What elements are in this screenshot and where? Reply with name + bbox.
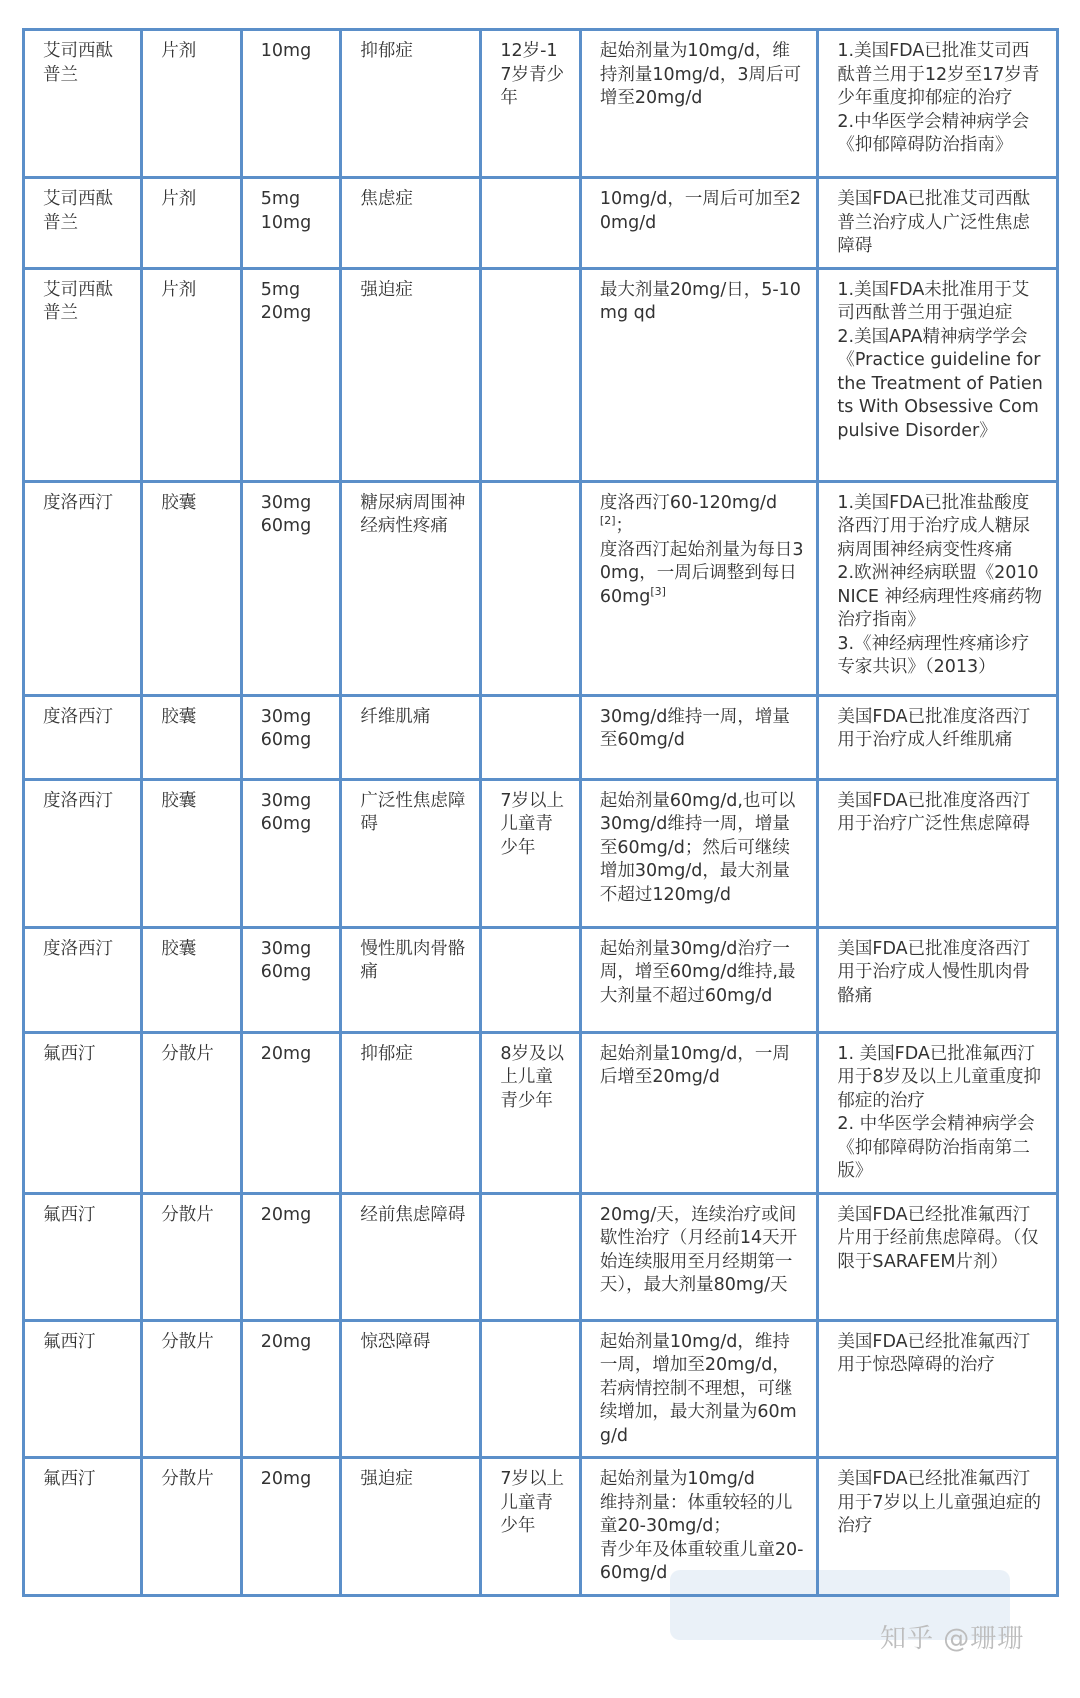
dose-text: 度洛西汀60-120mg/d [599, 492, 778, 513]
cell-age [481, 1320, 581, 1458]
cell-dose: 最大剂量20mg/日，5-10mg qd [580, 268, 817, 481]
cell-form: 胶囊 [142, 779, 242, 927]
cell-strength: 30mg 60mg [241, 927, 341, 1032]
cell-form: 分散片 [142, 1032, 242, 1193]
cell-strength: 30mg 60mg [241, 779, 341, 927]
cell-form: 胶囊 [142, 927, 242, 1032]
cell-dose: 起始剂量30mg/d治疗一周，增至60mg/d维持,最大剂量不超过60mg/d [580, 927, 817, 1032]
cell-dose: 起始剂量为10mg/d 维持剂量：体重较轻的儿童20-30mg/d； 青少年及体重较重儿童20-60mg/d [580, 1458, 817, 1596]
cell-form: 片剂 [142, 268, 242, 481]
cell-form: 胶囊 [142, 481, 242, 695]
cell-age [481, 1193, 581, 1320]
watermark-text: 知乎 @珊珊 [880, 1624, 1025, 1654]
cell-drug: 氟西汀 [24, 1320, 142, 1458]
cell-form: 分散片 [142, 1458, 242, 1596]
cell-strength: 10mg [241, 30, 341, 178]
cell-form: 片剂 [142, 178, 242, 269]
cell-drug: 艾司西酞普兰 [24, 30, 142, 178]
cell-indication: 糖尿病周围神经病性疼痛 [341, 481, 481, 695]
cell-age: 8岁及以上儿童青少年 [481, 1032, 581, 1193]
cell-strength: 5mg 10mg [241, 178, 341, 269]
table-row [24, 779, 1058, 927]
citation-marker: [2] [599, 514, 616, 528]
table-row [24, 1193, 1058, 1320]
cell-strength: 30mg 60mg [241, 481, 341, 695]
cell-drug: 氟西汀 [24, 1193, 142, 1320]
cell-age [481, 927, 581, 1032]
cell-strength: 30mg 60mg [241, 695, 341, 779]
cell-age: 12岁-17岁青少年 [481, 30, 581, 178]
cell-indication: 强迫症 [341, 1458, 481, 1596]
cell-strength: 20mg [241, 1193, 341, 1320]
cell-ref: 美国FDA已批准艾司西酞普兰治疗成人广泛性焦虑障碍 [818, 178, 1058, 269]
table-row [24, 268, 1058, 481]
cell-dose: 起始剂量为10mg/d，维持剂量10mg/d，3周后可增至20mg/d [580, 30, 817, 178]
cell-drug: 度洛西汀 [24, 779, 142, 927]
cell-strength: 20mg [241, 1458, 341, 1596]
cell-ref: 美国FDA已批准度洛西汀用于治疗广泛性焦虑障碍 [818, 779, 1058, 927]
cell-form: 胶囊 [142, 695, 242, 779]
cell-dose: 20mg/天，连续治疗或间歇性治疗（月经前14天开始连续服用至月经期第一天），最大剂量80mg/天 [580, 1193, 817, 1320]
cell-form: 分散片 [142, 1193, 242, 1320]
cell-age [481, 268, 581, 481]
cell-dose: 10mg/d，一周后可加至20mg/d [580, 178, 817, 269]
cell-age [481, 695, 581, 779]
cell-drug: 度洛西汀 [24, 695, 142, 779]
citation-marker: [3] [650, 584, 666, 598]
cell-ref: 1. 美国FDA已批准氟西汀用于8岁及以上儿童重度抑郁症的治疗 2. 中华医学会精神病学会《抑郁障碍防治指南第二版》 [818, 1032, 1058, 1193]
cell-drug: 氟西汀 [24, 1458, 142, 1596]
cell-ref: 美国FDA已经批准氟西汀用于惊恐障碍的治疗 [818, 1320, 1058, 1458]
cell-drug: 艾司西酞普兰 [24, 178, 142, 269]
cell-ref: 1.美国FDA未批准用于艾司西酞普兰用于强迫症 2.美国APA精神病学学会《Practice guideline for the Treatment of Patients With Obsessive Compulsive Disorder》 [818, 268, 1058, 481]
cell-ref: 美国FDA已经批准氟西汀用于7岁以上儿童强迫症的治疗 [818, 1458, 1058, 1596]
cell-ref: 1.美国FDA已批准艾司西酞普兰用于12岁至17岁青少年重度抑郁症的治疗 2.中华医学会精神病学会《抑郁障碍防治指南》 [818, 30, 1058, 178]
cell-form: 分散片 [142, 1320, 242, 1458]
table-row [24, 927, 1058, 1032]
cell-indication: 惊恐障碍 [341, 1320, 481, 1458]
cell-strength: 5mg 20mg [241, 268, 341, 481]
cell-drug: 度洛西汀 [24, 481, 142, 695]
cell-indication: 抑郁症 [341, 30, 481, 178]
cell-ref: 美国FDA已批准度洛西汀用于治疗成人纤维肌痛 [818, 695, 1058, 779]
table-row [24, 1032, 1058, 1193]
cell-dose: 起始剂量60mg/d,也可以30mg/d维持一周，增量至60mg/d；然后可继续增加30mg/d，最大剂量不超过120mg/d [580, 779, 817, 927]
cell-indication: 经前焦虑障碍 [341, 1193, 481, 1320]
drug-indication-table [22, 28, 1059, 1597]
table-row [24, 481, 1058, 695]
cell-ref: 美国FDA已批准度洛西汀用于治疗成人慢性肌肉骨骼痛 [818, 927, 1058, 1032]
cell-indication: 抑郁症 [341, 1032, 481, 1193]
cell-age [481, 178, 581, 269]
cell-drug: 氟西汀 [24, 1032, 142, 1193]
cell-dose: 起始剂量10mg/d，维持一周，增加至20mg/d，若病情控制不理想，可继续增加，最大剂量为60mg/d [580, 1320, 817, 1458]
cell-indication: 强迫症 [341, 268, 481, 481]
cell-indication: 焦虑症 [341, 178, 481, 269]
table-body [24, 30, 1058, 1596]
dose-text: ； 度洛西汀起始剂量为每日30mg，一周后调整到每日60mg [599, 516, 804, 607]
cell-dose: 起始剂量10mg/d，一周后增至20mg/d [580, 1032, 817, 1193]
cell-age: 7岁以上儿童青少年 [481, 1458, 581, 1596]
cell-strength: 20mg [241, 1032, 341, 1193]
cell-drug: 艾司西酞普兰 [24, 268, 142, 481]
cell-indication: 慢性肌肉骨骼痛 [341, 927, 481, 1032]
cell-age: 7岁以上儿童青少年 [481, 779, 581, 927]
cell-drug: 度洛西汀 [24, 927, 142, 1032]
cell-ref: 美国FDA已经批准氟西汀片用于经前焦虑障碍。（仅限于SARAFEM片剂） [818, 1193, 1058, 1320]
table-row [24, 695, 1058, 779]
cell-indication: 广泛性焦虑障碍 [341, 779, 481, 927]
table-row [24, 1458, 1058, 1596]
table-row [24, 30, 1058, 178]
table-row [24, 1320, 1058, 1458]
table-row [24, 178, 1058, 269]
cell-strength: 20mg [241, 1320, 341, 1458]
cell-age [481, 481, 581, 695]
cell-form: 片剂 [142, 30, 242, 178]
cell-indication: 纤维肌痛 [341, 695, 481, 779]
cell-dose: 30mg/d维持一周，增量至60mg/d [580, 695, 817, 779]
cell-dose [580, 481, 817, 695]
cell-ref: 1.美国FDA已批准盐酸度洛西汀用于治疗成人糖尿病周围神经病变性疼痛 2.欧洲神经病联盟《2010 NICE 神经病理性疼痛药物治疗指南》 3.《神经病理性疼痛诊疗专家共识》（2013） [818, 481, 1058, 695]
